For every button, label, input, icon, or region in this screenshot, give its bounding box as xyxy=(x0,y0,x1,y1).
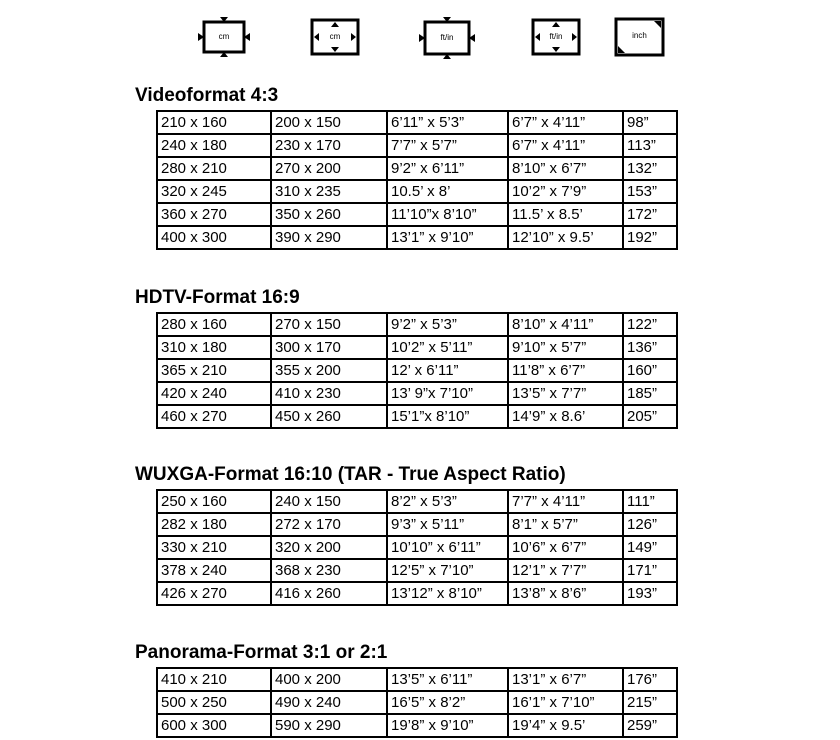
table-cell: 320 x 200 xyxy=(271,536,387,559)
table-cell: 13’12” x 8’10” xyxy=(387,582,508,605)
table-cell: 205” xyxy=(623,405,677,428)
icon-label: inch xyxy=(632,31,647,40)
table-cell: 11.5’ x 8.5’ xyxy=(508,203,623,226)
section-title: Panorama-Format 3:1 or 2:1 xyxy=(135,642,388,663)
size-table xyxy=(156,312,678,429)
table-cell: 410 x 230 xyxy=(271,382,387,405)
table-cell: 310 x 180 xyxy=(157,336,271,359)
size-table xyxy=(156,489,678,606)
table-row xyxy=(157,691,677,714)
cm-picture-icon xyxy=(310,18,360,56)
table-row xyxy=(157,536,677,559)
table-cell: 210 x 160 xyxy=(157,111,271,134)
table-cell: 320 x 245 xyxy=(157,180,271,203)
table-cell: 6’11” x 5’3” xyxy=(387,111,508,134)
table-cell: 410 x 210 xyxy=(157,668,271,691)
icon-label: cm xyxy=(218,32,230,41)
table-cell: 126” xyxy=(623,513,677,536)
table-cell: 13’8” x 8’6” xyxy=(508,582,623,605)
table-row xyxy=(157,180,677,203)
table-cell: 240 x 180 xyxy=(157,134,271,157)
table-cell: 310 x 235 xyxy=(271,180,387,203)
table-row xyxy=(157,405,677,428)
table-cell: 13’5” x 6’11” xyxy=(387,668,508,691)
table-cell: 153” xyxy=(623,180,677,203)
table-cell: 360 x 270 xyxy=(157,203,271,226)
ftin-picture-icon xyxy=(531,18,581,56)
table-cell: 185” xyxy=(623,382,677,405)
column-icons-row xyxy=(0,0,840,70)
table-cell: 400 x 300 xyxy=(157,226,271,249)
table-cell: 16’1” x 7’10” xyxy=(508,691,623,714)
table-cell: 13’1” x 9’10” xyxy=(387,226,508,249)
table-cell: 6’7” x 4’11” xyxy=(508,111,623,134)
table-cell: 300 x 170 xyxy=(271,336,387,359)
table-cell: 8’10” x 4’11” xyxy=(508,313,623,336)
table-row xyxy=(157,513,677,536)
table-cell: 250 x 160 xyxy=(157,490,271,513)
table-cell: 365 x 210 xyxy=(157,359,271,382)
table-cell: 355 x 200 xyxy=(271,359,387,382)
size-table xyxy=(156,110,678,250)
table-cell: 450 x 260 xyxy=(271,405,387,428)
table-cell: 13’1” x 6’7” xyxy=(508,668,623,691)
table-cell: 149” xyxy=(623,536,677,559)
table-row xyxy=(157,203,677,226)
table-cell: 16’5” x 8’2” xyxy=(387,691,508,714)
table-row xyxy=(157,157,677,180)
table-cell: 272 x 170 xyxy=(271,513,387,536)
table-cell: 9’2” x 6’11” xyxy=(387,157,508,180)
table-cell: 8’1” x 5’7” xyxy=(508,513,623,536)
table-cell: 280 x 160 xyxy=(157,313,271,336)
table-row xyxy=(157,559,677,582)
table-row xyxy=(157,668,677,691)
table-cell: 200 x 150 xyxy=(271,111,387,134)
section-title: WUXGA-Format 16:10 (TAR - True Aspect Ratio) xyxy=(135,464,566,485)
table-cell: 192” xyxy=(623,226,677,249)
table-cell: 122” xyxy=(623,313,677,336)
table-cell: 10.5’ x 8’ xyxy=(387,180,508,203)
table-cell: 13’ 9”x 7’10” xyxy=(387,382,508,405)
table-cell: 19’8” x 9’10” xyxy=(387,714,508,737)
inch-diagonal-icon xyxy=(614,17,665,57)
table-cell: 12’ x 6’11” xyxy=(387,359,508,382)
table-cell: 10’6” x 6’7” xyxy=(508,536,623,559)
table-cell: 426 x 270 xyxy=(157,582,271,605)
table-cell: 14’9” x 8.6’ xyxy=(508,405,623,428)
table-cell: 132” xyxy=(623,157,677,180)
table-cell: 9’3” x 5’11” xyxy=(387,513,508,536)
table-cell: 600 x 300 xyxy=(157,714,271,737)
table-cell: 270 x 150 xyxy=(271,313,387,336)
table-cell: 230 x 170 xyxy=(271,134,387,157)
ftin-width-icon xyxy=(414,14,480,62)
table-cell: 215” xyxy=(623,691,677,714)
table-cell: 9’2” x 5’3” xyxy=(387,313,508,336)
table-row xyxy=(157,382,677,405)
table-row xyxy=(157,582,677,605)
table-cell: 378 x 240 xyxy=(157,559,271,582)
table-row xyxy=(157,111,677,134)
table-cell: 12’10” x 9.5’ xyxy=(508,226,623,249)
size-table xyxy=(156,667,678,738)
table-cell: 10’10” x 6’11” xyxy=(387,536,508,559)
table-cell: 280 x 210 xyxy=(157,157,271,180)
table-cell: 330 x 210 xyxy=(157,536,271,559)
table-row xyxy=(157,490,677,513)
table-cell: 98” xyxy=(623,111,677,134)
table-cell: 8’10” x 6’7” xyxy=(508,157,623,180)
table-cell: 136” xyxy=(623,336,677,359)
table-cell: 350 x 260 xyxy=(271,203,387,226)
table-cell: 111” xyxy=(623,490,677,513)
table-row xyxy=(157,714,677,737)
table-cell: 7’7” x 4’11” xyxy=(508,490,623,513)
table-cell: 13’5” x 7’7” xyxy=(508,382,623,405)
icon-label: ft/in xyxy=(440,33,454,42)
cm-width-icon xyxy=(193,14,255,60)
table-cell: 11’8” x 6’7” xyxy=(508,359,623,382)
table-cell: 12’5” x 7’10” xyxy=(387,559,508,582)
table-row xyxy=(157,336,677,359)
table-cell: 270 x 200 xyxy=(271,157,387,180)
table-cell: 8’2” x 5’3” xyxy=(387,490,508,513)
icon-label: cm xyxy=(329,32,341,41)
table-cell: 160” xyxy=(623,359,677,382)
table-cell: 420 x 240 xyxy=(157,382,271,405)
table-cell: 11’10”x 8’10” xyxy=(387,203,508,226)
table-row xyxy=(157,134,677,157)
table-cell: 193” xyxy=(623,582,677,605)
table-cell: 259” xyxy=(623,714,677,737)
table-cell: 460 x 270 xyxy=(157,405,271,428)
table-cell: 240 x 150 xyxy=(271,490,387,513)
table-cell: 390 x 290 xyxy=(271,226,387,249)
table-cell: 19’4” x 9.5’ xyxy=(508,714,623,737)
section-title: HDTV-Format 16:9 xyxy=(135,287,300,308)
table-cell: 590 x 290 xyxy=(271,714,387,737)
table-cell: 9’10” x 5’7” xyxy=(508,336,623,359)
table-cell: 113” xyxy=(623,134,677,157)
table-cell: 6’7” x 4’11” xyxy=(508,134,623,157)
table-cell: 171” xyxy=(623,559,677,582)
table-cell: 416 x 260 xyxy=(271,582,387,605)
table-cell: 7’7” x 5’7” xyxy=(387,134,508,157)
table-cell: 400 x 200 xyxy=(271,668,387,691)
section-title: Videoformat 4:3 xyxy=(135,85,279,106)
table-cell: 15’1”x 8’10” xyxy=(387,405,508,428)
table-cell: 176” xyxy=(623,668,677,691)
table-cell: 490 x 240 xyxy=(271,691,387,714)
table-row xyxy=(157,313,677,336)
table-cell: 368 x 230 xyxy=(271,559,387,582)
table-cell: 10’2” x 7’9” xyxy=(508,180,623,203)
table-cell: 12’1” x 7’7” xyxy=(508,559,623,582)
icon-label: ft/in xyxy=(549,32,563,41)
table-row xyxy=(157,359,677,382)
table-cell: 172” xyxy=(623,203,677,226)
table-row xyxy=(157,226,677,249)
table-cell: 10’2” x 5’11” xyxy=(387,336,508,359)
table-cell: 500 x 250 xyxy=(157,691,271,714)
table-cell: 282 x 180 xyxy=(157,513,271,536)
